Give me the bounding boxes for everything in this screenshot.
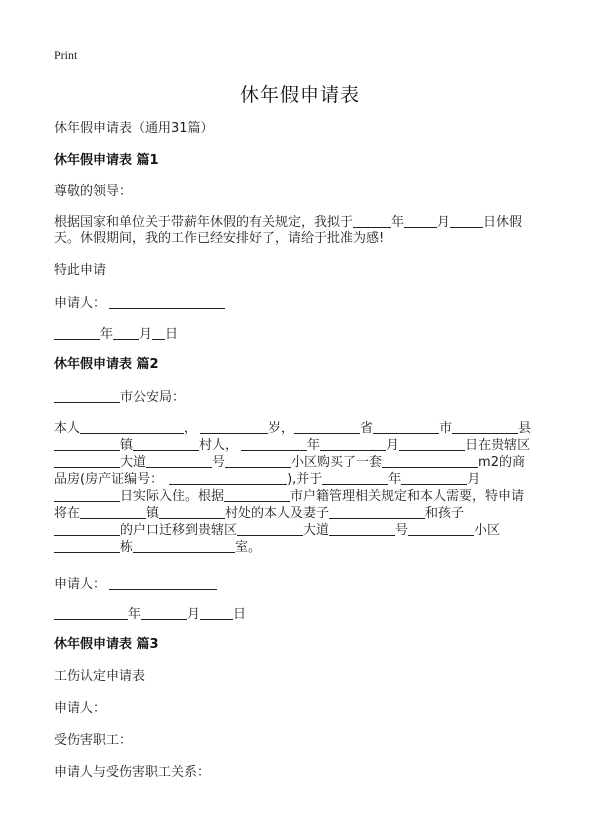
text: 年 (307, 438, 321, 453)
age-blank[interactable] (200, 419, 268, 434)
room-blank[interactable] (133, 538, 235, 553)
year-blank[interactable] (353, 213, 391, 228)
year-blank[interactable] (54, 605, 128, 620)
day-blank[interactable] (54, 487, 120, 502)
text: 号 (212, 455, 226, 470)
spouse-blank[interactable] (329, 504, 425, 519)
city-blank[interactable] (54, 388, 120, 403)
section-heading-3: 休年假申请表 篇3 (54, 637, 159, 652)
text: 的户口迁移到贵辖区 (120, 523, 238, 538)
year-blank[interactable] (241, 436, 307, 451)
text: 小区 (474, 523, 501, 538)
day-blank[interactable] (152, 325, 165, 340)
text: ， (184, 421, 198, 436)
field-injured-employee: 受伤害职工： (54, 733, 133, 748)
applicant-line (54, 294, 225, 312)
month-blank[interactable] (404, 213, 437, 228)
text: 号 (395, 523, 409, 538)
applicant-blank[interactable] (109, 575, 217, 590)
field-relationship: 申请人与受伤害职工关系： (54, 765, 211, 780)
form-title: 工伤认定申请表 (54, 669, 146, 684)
text: m2的商 (478, 455, 525, 470)
leave-request-paragraph (54, 213, 554, 247)
child-blank[interactable] (54, 521, 120, 536)
avenue-blank[interactable] (237, 521, 303, 536)
month-label: 月 (437, 215, 451, 230)
text: 年 (388, 472, 402, 487)
addressee-label: 市公安局： (120, 390, 186, 405)
print-link[interactable]: Print (54, 48, 78, 62)
addressee-line (54, 388, 185, 406)
text: 大道 (120, 455, 147, 470)
town-blank[interactable] (80, 504, 146, 519)
building-blank[interactable] (54, 538, 120, 553)
text: 岁， (268, 421, 295, 436)
applicant-label: 申请人： (54, 577, 107, 592)
field-applicant: 申请人： (54, 701, 107, 716)
name-blank[interactable] (80, 419, 184, 434)
text: 月 (386, 438, 400, 453)
text: 将在 (54, 506, 81, 521)
salutation: 尊敬的领导： (54, 184, 133, 199)
year-label: 年 (391, 215, 405, 230)
text: 镇 (146, 506, 160, 521)
applicant-blank[interactable] (109, 294, 225, 309)
day-label: 日 (165, 327, 179, 342)
section-heading-2: 休年假申请表 篇2 (54, 357, 159, 372)
text: 省 (360, 421, 374, 436)
page-title: 休年假申请表 (239, 84, 360, 106)
text: 市户籍管理相关规定和本人需要，特申请 (290, 489, 525, 504)
county-blank[interactable] (452, 419, 518, 434)
text: 本人 (54, 421, 81, 436)
number-blank[interactable] (146, 453, 212, 468)
month-label: 月 (187, 607, 201, 622)
body-text: 天。休假期间，我的工作已经安排好了，请给于批准为感! (54, 231, 385, 246)
day-blank[interactable] (200, 605, 233, 620)
day-label: 日休假 (483, 215, 523, 230)
text: 镇 (120, 438, 134, 453)
text: 大道 (303, 523, 330, 538)
province-blank[interactable] (294, 419, 360, 434)
applicant-line (54, 575, 217, 593)
text: 月 (467, 472, 481, 487)
body-text: 根据国家和单位关于带薪年休假的有关规定，我拟于 (54, 215, 354, 230)
text: 栋 (120, 540, 134, 555)
year-label: 年 (128, 607, 142, 622)
month-blank[interactable] (401, 470, 467, 485)
certificate-number-blank[interactable] (169, 470, 287, 485)
day-blank[interactable] (399, 436, 465, 451)
year-blank[interactable] (322, 470, 388, 485)
text: 室。 (235, 540, 262, 555)
text: ),并于 (287, 472, 323, 487)
area-blank[interactable] (382, 453, 478, 468)
day-label: 日 (233, 607, 247, 622)
village-blank[interactable] (133, 436, 199, 451)
text: 日实际入住。根据 (120, 489, 225, 504)
city-blank[interactable] (224, 487, 290, 502)
text: 小区购买了一套 (291, 455, 383, 470)
month-label: 月 (139, 327, 153, 342)
date-line (54, 325, 178, 343)
month-blank[interactable] (320, 436, 386, 451)
text: 市 (439, 421, 453, 436)
closing-text: 特此申请 (54, 263, 107, 278)
avenue-blank[interactable] (54, 453, 120, 468)
city-blank[interactable] (373, 419, 439, 434)
section-heading-1: 休年假申请表 篇1 (54, 153, 159, 168)
household-transfer-paragraph (54, 419, 554, 555)
applicant-label: 申请人： (54, 296, 107, 311)
text: 和孩子 (425, 506, 465, 521)
month-blank[interactable] (113, 325, 139, 340)
village-blank[interactable] (159, 504, 225, 519)
text: 村人， (199, 438, 239, 453)
date-line (54, 605, 246, 623)
year-label: 年 (100, 327, 114, 342)
text: 县 (518, 421, 532, 436)
text: 日在贵辖区 (465, 438, 531, 453)
month-blank[interactable] (141, 605, 187, 620)
number-blank[interactable] (329, 521, 395, 536)
town-blank[interactable] (54, 436, 120, 451)
community-blank[interactable] (408, 521, 474, 536)
text: 村处的本人及妻子 (225, 506, 330, 521)
year-blank[interactable] (54, 325, 100, 340)
text: 品房(房产证编号： (54, 472, 164, 487)
document-subtitle: 休年假申请表（通用31篇） (54, 121, 214, 136)
community-blank[interactable] (225, 453, 291, 468)
day-blank[interactable] (450, 213, 483, 228)
